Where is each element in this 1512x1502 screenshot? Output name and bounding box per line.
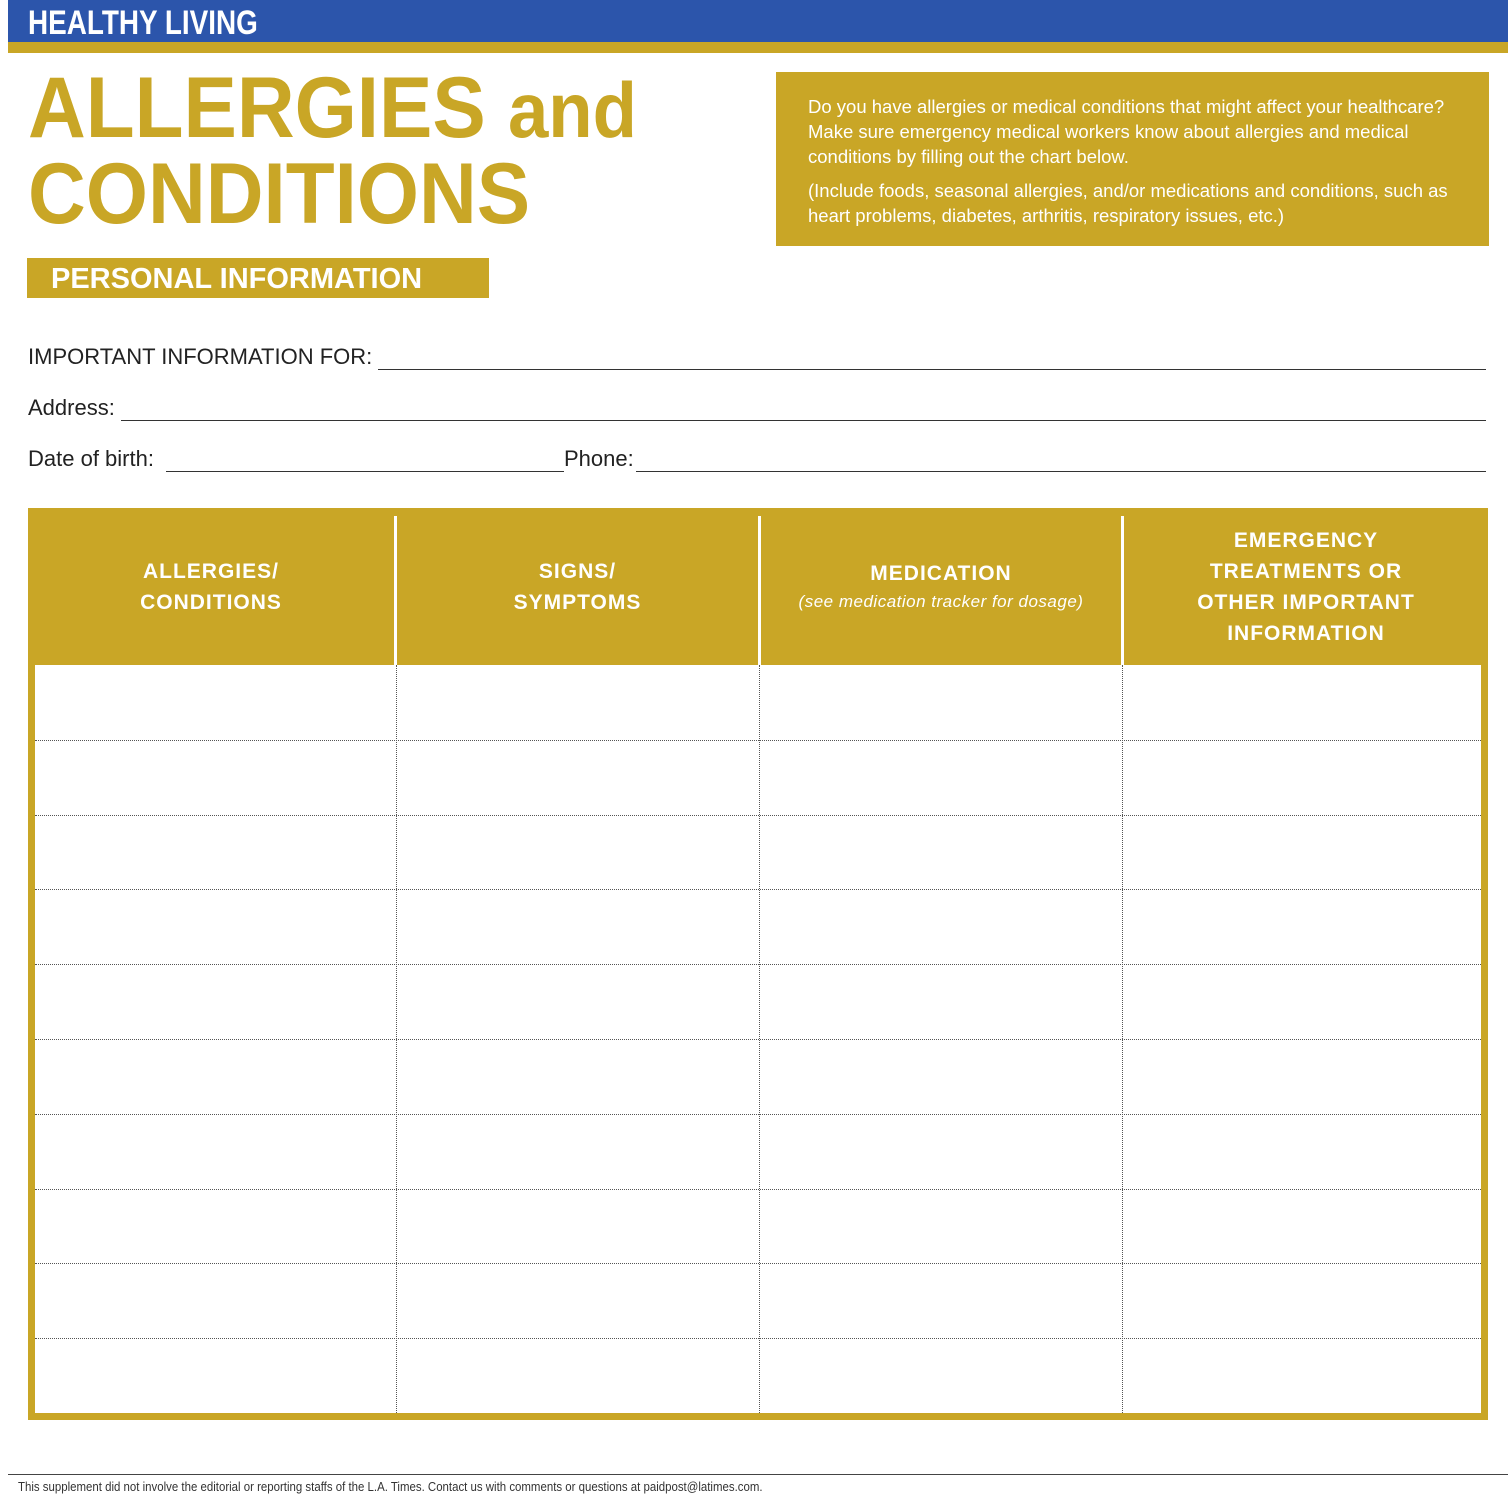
- important-info-for-input[interactable]: [378, 345, 1486, 370]
- phone-input[interactable]: [636, 447, 1486, 472]
- address-input[interactable]: [121, 396, 1486, 421]
- address-field: [28, 391, 1486, 421]
- column-header-medication: [761, 508, 1121, 665]
- row-divider: [35, 964, 1481, 965]
- title-main: ALLERGIES: [28, 60, 486, 156]
- intro-paragraph-1: Do you have allergies or medical conditions that might affect your healthcare? Make sure emergency medical workers know about allergies and medical conditions by filling out the chart below.: [808, 96, 1445, 167]
- title-and: and: [507, 66, 637, 154]
- important-info-for-field: [28, 340, 1486, 370]
- column-title: MEDICATION: [870, 562, 1012, 585]
- title-line2: CONDITIONS: [28, 146, 531, 242]
- dob-label: Date of birth:: [28, 446, 154, 471]
- row-divider: [35, 815, 1481, 816]
- column-header-allergies: [28, 508, 394, 665]
- allergies-table: [28, 508, 1488, 1420]
- column-title: ALLERGIES/ CONDITIONS: [140, 559, 282, 614]
- intro-box: [776, 72, 1489, 246]
- section-label: HEALTHY LIVING: [28, 4, 258, 42]
- table-header: [28, 508, 1488, 665]
- column-subtitle: (see medication tracker for dosage): [798, 592, 1084, 611]
- row-divider: [35, 1263, 1481, 1264]
- column-header-emergency: [1124, 508, 1488, 665]
- column-title: EMERGENCY TREATMENTS OR OTHER IMPORTANT INFORMATION: [1197, 528, 1415, 645]
- row-divider: [35, 1039, 1481, 1040]
- footer-disclaimer: This supplement did not involve the editorial or reporting staffs of the L.A. Times. Contact us with comments or questions at paidpost@latimes.com.: [18, 1479, 763, 1494]
- row-divider: [35, 889, 1481, 890]
- personal-info-heading: PERSONAL INFORMATION: [27, 258, 489, 298]
- header-gold-rule: [8, 42, 1508, 53]
- header-bar: [8, 0, 1508, 42]
- address-label: Address:: [28, 395, 115, 420]
- row-divider: [35, 1338, 1481, 1339]
- row-divider: [35, 1189, 1481, 1190]
- dob-input[interactable]: [166, 447, 564, 472]
- page-title: [28, 60, 637, 242]
- row-divider: [35, 1114, 1481, 1115]
- phone-label: Phone:: [563, 446, 634, 471]
- dob-phone-field: [28, 442, 1486, 472]
- column-title: SIGNS/ SYMPTOMS: [513, 559, 642, 614]
- column-header-symptoms: [397, 508, 758, 665]
- footer-rule: [8, 1474, 1508, 1475]
- row-divider: [35, 740, 1481, 741]
- important-info-for-label: IMPORTANT INFORMATION FOR:: [28, 344, 373, 369]
- intro-paragraph-2: (Include foods, seasonal allergies, and/or medications and conditions, such as heart problems, diabetes, arthritis, respiratory issues, etc.): [808, 180, 1448, 226]
